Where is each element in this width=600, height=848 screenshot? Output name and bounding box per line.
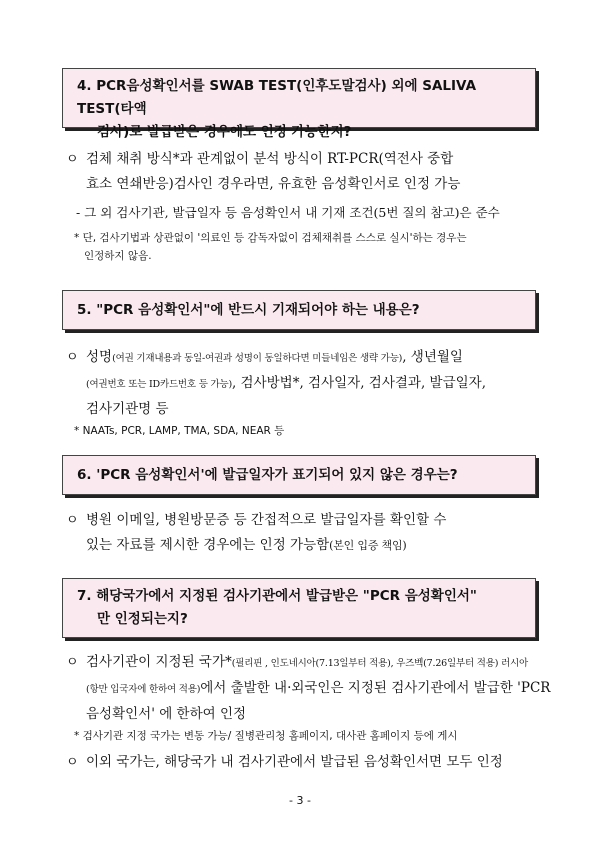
answer-5-passport-note: (여권번호 또는 ID카드번호 등 가능) [86,379,232,390]
answer-5 [66,345,550,422]
question-box-4 [62,68,536,140]
answer-7-country-list: (필리핀 , 인도네시아(7.13일부터 적용), 우즈벡(7.26일부터 적용) [231,658,499,669]
answer-6-line1: 병원 이메일, 병원방문증 등 간접적으로 발급일자를 확인할 수 [86,512,447,528]
bullet-marker: ㅇ [66,513,79,528]
question-box-5 [62,290,536,330]
page-number: - 3 - [289,794,311,807]
answer-7-russia: 러시아 [498,658,529,669]
question-7-line1: 7. 해당국가에서 지정된 검사기관에서 발급받은 "PCR 음성확인서" [77,588,477,604]
question-4-line2: 검사)로 발급받은 경우에도 인정 가능한지? [97,124,352,140]
answer-7-note: * 검사기관 지정 국가는 변동 가능/ 질병관리청 홈페이지, 대사관 홈페이지 등에 게시 [74,730,458,742]
answer-7-last-line: 이외 국가는, 해당국가 내 검사기관에서 발급된 음성확인서면 모두 인정 [86,754,503,770]
bullet-marker: ㅇ [66,152,79,167]
bullet-marker: ㅇ [66,655,79,670]
answer-7-line3: 음성확인서' 에 한하여 인정 [86,706,247,722]
question-6-line1: 6. 'PCR 음성확인서'에 발급일자가 표기되어 있지 않은 경우는? [77,467,458,483]
bullet-marker: ㅇ [66,755,79,770]
answer-4-note-line2: 인정하지 않음. [84,250,152,262]
answer-6-line2-note: (본인 입증 책임) [329,539,407,552]
answer-5-name-note: (여권 기재내용과 동일-여권과 성명이 동일하다면 미들네임은 생략 가능) [112,353,403,364]
answer-7-port-note: (항만 입국자에 한하여 적용) [86,684,201,695]
question-7-line2: 만 인정되는지? [97,611,188,627]
answer-7 [66,650,550,727]
answer-7-designated-countries: 검사기관이 지정된 국가* [86,654,232,670]
answer-4-line2: 효소 연쇄반응)검사인 경우라면, 유효한 음성확인서로 인정 가능 [86,176,461,192]
answer-5-note: * NAATs, PCR, LAMP, TMA, SDA, NEAR 등 [74,425,285,437]
question-5-line1: 5. "PCR 음성확인서"에 반드시 기재되어야 하는 내용은? [77,302,420,318]
question-box-6 [62,455,536,495]
bullet-marker: ㅇ [66,350,79,365]
question-box-7 [62,578,536,638]
answer-5-name: 성명 [86,349,113,365]
answer-5-line3: 검사기관명 등 [86,401,169,417]
answer-4-line1: 검체 채취 방식*과 관계없이 분석 방식이 RT-PCR(역전사 중합 [86,151,454,167]
answer-6-line2: 있는 자료를 제시한 경우에는 인정 가능함 [86,537,330,553]
answer-6 [66,508,550,558]
question-4-line1: 4. PCR음성확인서를 SWAB TEST(인후도말검사) 외에 SALIVA TEST(타액 [77,78,477,117]
answer-4-dash-item: - 그 외 검사기관, 발급일자 등 음성확인서 내 기재 조건(5번 질의 참고)은 준수 [76,205,500,220]
answer-4 [66,147,550,197]
answer-7-line2: 에서 출발한 내·외국인은 지정된 검사기관에서 발급한 'PCR [200,680,551,696]
answer-4-note [74,229,552,265]
answer-5-birthdate: , 생년월일 [402,349,463,365]
answer-7-other-countries [66,750,550,775]
answer-5-items: , 검사방법*, 검사일자, 검사결과, 발급일자, [231,375,486,391]
answer-4-note-line1: * 단, 검사기법과 상관없이 '의료인 등 감독자없이 검체채취를 스스로 실시'하는 경우는 [74,232,467,244]
